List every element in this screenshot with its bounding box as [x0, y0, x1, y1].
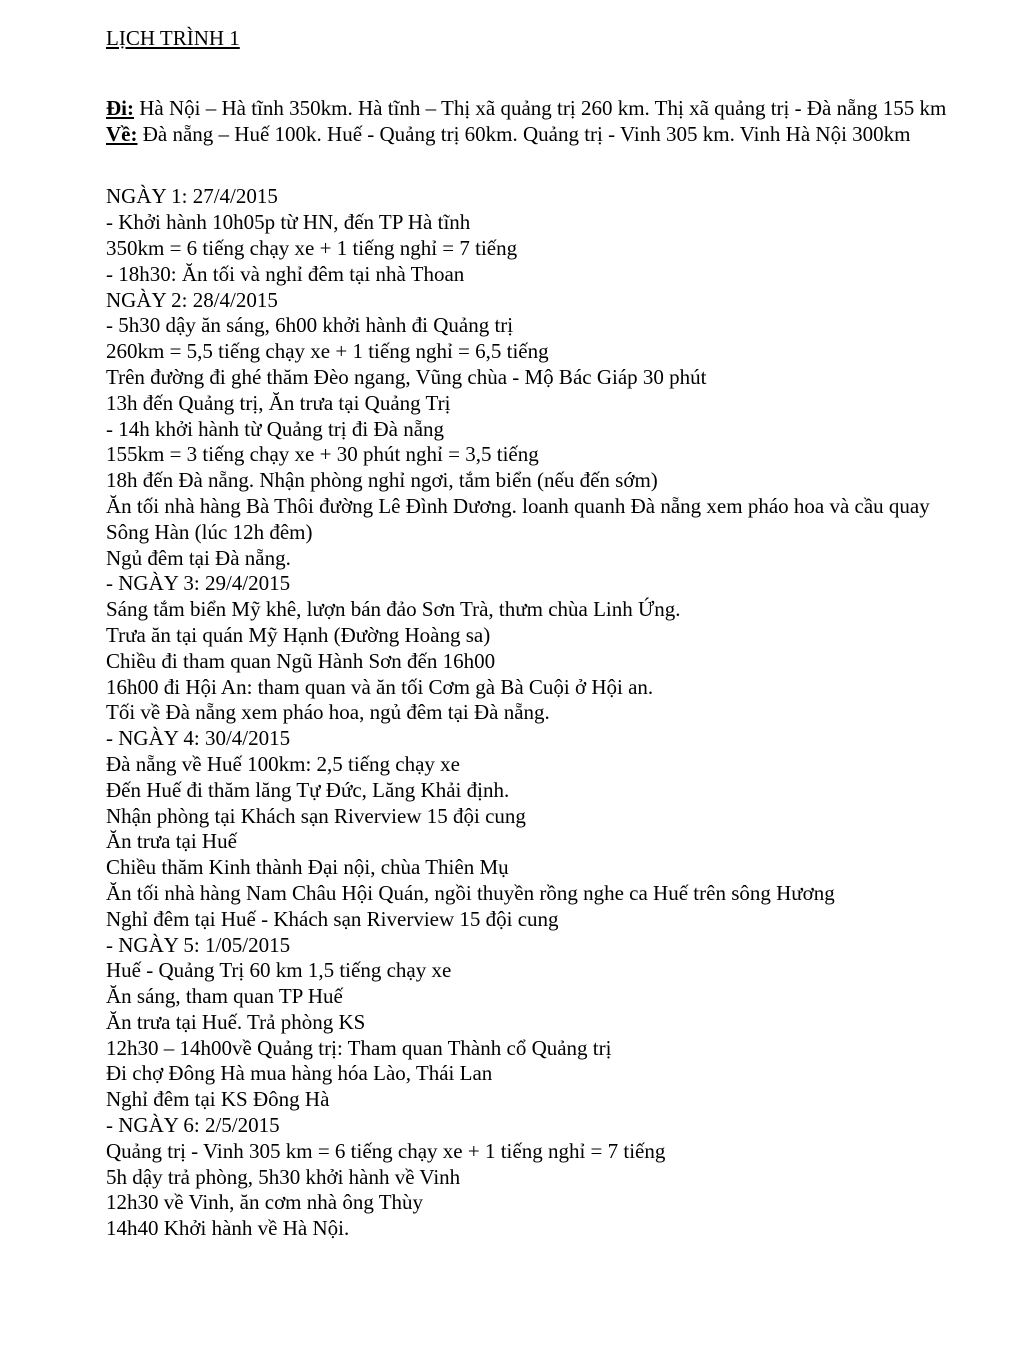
itinerary-line: Ăn sáng, tham quan TP Huế [106, 984, 343, 1009]
route-return-label: Về: [106, 121, 138, 146]
itinerary-line: Huế - Quảng Trị 60 km 1,5 tiếng chạy xe [106, 958, 452, 983]
day-heading: - NGÀY 5: 1/05/2015 [106, 932, 291, 957]
spacer [106, 147, 1016, 184]
itinerary-line: Sáng tắm biển Mỹ khê, lượn bán đảo Sơn Trà, thưm chùa Linh Ứng. [106, 597, 681, 622]
itinerary-body [106, 184, 1016, 1242]
itinerary-line: Trên đường đi ghé thăm Đèo ngang, Vũng chùa - Mộ Bác Giáp 30 phút [106, 364, 707, 389]
route-return-line [106, 122, 1016, 148]
spacer [106, 52, 1016, 96]
itinerary-line: Trưa ăn tại quán Mỹ Hạnh (Đường Hoàng sa) [106, 622, 491, 647]
itinerary-line: Nghỉ đêm tại KS Đông Hà [106, 1087, 330, 1112]
itinerary-line: 13h đến Quảng trị, Ăn trưa tại Quảng Trị [106, 390, 451, 415]
itinerary-line: Ăn trưa tại Huế. Trả phòng KS [106, 1009, 366, 1034]
itinerary-line: - 14h khởi hành từ Quảng trị đi Đà nẵng [106, 416, 445, 441]
document-title: LỊCH TRÌNH 1 [106, 26, 240, 50]
itinerary-line: Chiều đi tham quan Ngũ Hành Sơn đến 16h00 [106, 648, 496, 673]
itinerary-line: - 5h30 dậy ăn sáng, 6h00 khởi hành đi Quảng trị [106, 313, 514, 338]
itinerary-line: - Khởi hành 10h05p từ HN, đến TP Hà tĩnh [106, 210, 471, 235]
itinerary-line: Đến Huế đi thăm lăng Tự Đức, Lăng Khải định. [106, 777, 510, 802]
itinerary-line: Đà nẵng về Huế 100km: 2,5 tiếng chạy xe [106, 751, 460, 776]
route-go-text: Hà Nội – Hà tĩnh 350km. Hà tĩnh – Thị xã quảng trị 260 km. Thị xã quảng trị - Đà nẵng 155 km [134, 95, 947, 120]
itinerary-line: Đi chợ Đông Hà mua hàng hóa Lào, Thái Lan [106, 1061, 493, 1086]
day-heading: - NGÀY 3: 29/4/2015 [106, 571, 291, 596]
itinerary-line: 18h đến Đà nẵng. Nhận phòng nghỉ ngơi, tắm biển (nếu đến sớm) [106, 468, 658, 493]
itinerary-line: Sông Hàn (lúc 12h đêm) [106, 519, 313, 544]
itinerary-line: Nghỉ đêm tại Huế - Khách sạn Riverview 15 đội cung [106, 906, 559, 931]
itinerary-line: Ăn tối nhà hàng Bà Thôi đường Lê Đình Dương. loanh quanh Đà nẵng xem pháo hoa và cầu quay [106, 493, 930, 518]
itinerary-line: Tối về Đà nẵng xem pháo hoa, ngủ đêm tại Đà nẵng. [106, 700, 550, 725]
day-heading: - NGÀY 4: 30/4/2015 [106, 726, 291, 751]
itinerary-line: Ăn tối nhà hàng Nam Châu Hội Quán, ngồi thuyền rồng nghe ca Huế trên sông Hương [106, 880, 835, 905]
day-heading: NGÀY 1: 27/4/2015 [106, 184, 278, 209]
route-return-text: Đà nẵng – Huế 100k. Huế - Quảng trị 60km. Quảng trị - Vinh 305 km. Vinh Hà Nội 300km [137, 121, 911, 146]
itinerary-line: 350km = 6 tiếng chạy xe + 1 tiếng nghỉ = 7 tiếng [106, 235, 518, 260]
route-summary [106, 96, 1016, 148]
itinerary-line: Chiều thăm Kinh thành Đại nội, chùa Thiên Mụ [106, 855, 509, 880]
itinerary-line: 12h30 – 14h00về Quảng trị: Tham quan Thành cổ Quảng trị [106, 1035, 612, 1060]
itinerary-line: Nhận phòng tại Khách sạn Riverview 15 đội cung [106, 803, 526, 828]
day-heading: NGÀY 2: 28/4/2015 [106, 287, 278, 312]
day-heading: - NGÀY 6: 2/5/2015 [106, 1113, 280, 1138]
itinerary-line: 14h40 Khởi hành về Hà Nội. [106, 1216, 350, 1241]
route-go-label: Đi: [106, 95, 134, 120]
itinerary-line: 5h dậy trả phòng, 5h30 khởi hành về Vinh [106, 1164, 461, 1189]
itinerary-line: - 18h30: Ăn tối và nghỉ đêm tại nhà Thoan [106, 261, 465, 286]
document-page [106, 26, 1016, 1242]
itinerary-line: 155km = 3 tiếng chạy xe + 30 phút nghỉ = 3,5 tiếng [106, 442, 539, 467]
itinerary-line: 260km = 5,5 tiếng chạy xe + 1 tiếng nghỉ = 6,5 tiếng [106, 339, 549, 364]
itinerary-line: Ngủ đêm tại Đà nẵng. [106, 545, 291, 570]
itinerary-line: 16h00 đi Hội An: tham quan và ăn tối Cơm gà Bà Cuội ở Hội an. [106, 674, 654, 699]
itinerary-line: Ăn trưa tại Huế [106, 829, 237, 854]
route-go-line [106, 96, 1016, 122]
itinerary-line: 12h30 về Vinh, ăn cơm nhà ông Thùy [106, 1190, 424, 1215]
itinerary-line: Quảng trị - Vinh 305 km = 6 tiếng chạy xe + 1 tiếng nghỉ = 7 tiếng [106, 1138, 666, 1163]
